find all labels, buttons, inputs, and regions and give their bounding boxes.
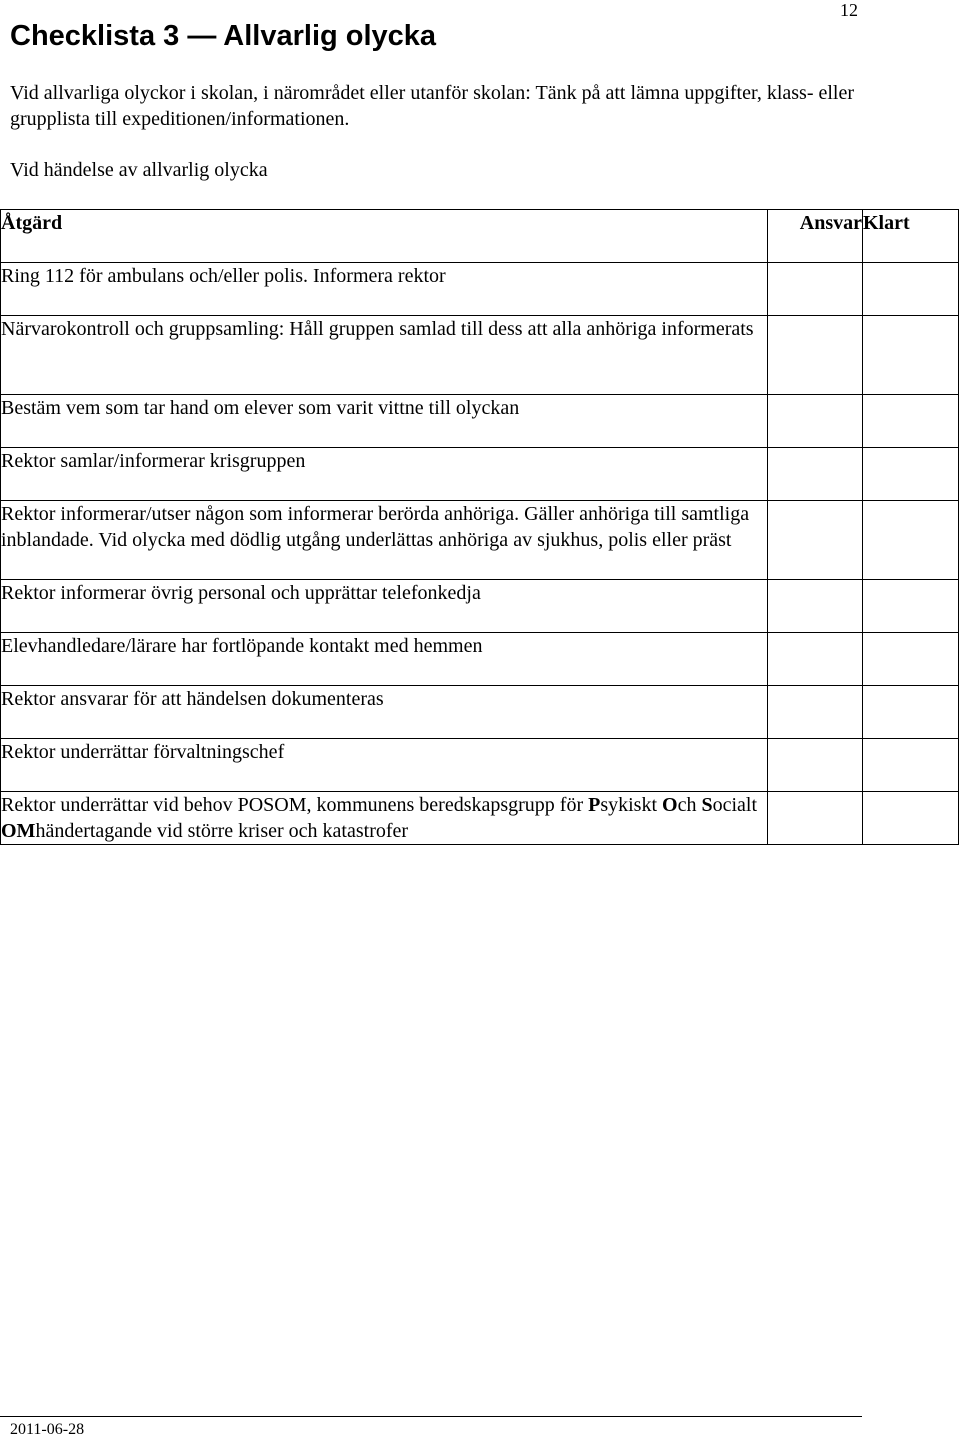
action-cell: Elevhandledare/lärare har fortlöpande kontakt med hemmen: [1, 633, 768, 686]
table-row: [1, 395, 959, 448]
header-done: Klart: [863, 210, 959, 263]
footer-divider: [0, 1416, 862, 1417]
done-cell[interactable]: [863, 739, 959, 792]
table-row: [1, 580, 959, 633]
table-row: [1, 263, 959, 316]
done-cell[interactable]: [863, 448, 959, 501]
responsible-cell[interactable]: [768, 792, 863, 845]
action-cell: Rektor underrättar förvaltningschef: [1, 739, 768, 792]
responsible-cell[interactable]: [768, 316, 863, 395]
action-cell: Rektor ansvarar för att händelsen dokumenteras: [1, 686, 768, 739]
checklist-table: [0, 209, 959, 845]
responsible-cell[interactable]: [768, 263, 863, 316]
action-cell: Rektor samlar/informerar krisgruppen: [1, 448, 768, 501]
table-header-row: [1, 210, 959, 263]
action-cell: Rektor informerar/utser någon som informerar berörda anhöriga. Gäller anhöriga till samtliga inblandade. Vid olycka med dödlig utgång underlättas anhöriga av sjukhus, polis eller präst: [1, 501, 768, 580]
responsible-cell[interactable]: [768, 580, 863, 633]
table-row: [1, 633, 959, 686]
page-number: 12: [840, 0, 858, 20]
responsible-cell[interactable]: [768, 448, 863, 501]
intro-paragraph: Vid allvarliga olyckor i skolan, i närområdet eller utanför skolan: Tänk på att lämna uppgifter, klass- eller grupplista till expeditionen/informationen.: [10, 82, 855, 130]
table-row: [1, 501, 959, 580]
done-cell[interactable]: [863, 792, 959, 845]
page-title: Checklista 3 — Allvarlig olycka: [10, 20, 437, 52]
done-cell[interactable]: [863, 395, 959, 448]
table-row: [1, 686, 959, 739]
done-cell[interactable]: [863, 316, 959, 395]
table-row: [1, 316, 959, 395]
action-cell: Bestäm vem som tar hand om elever som varit vittne till olyckan: [1, 395, 768, 448]
done-cell[interactable]: [863, 263, 959, 316]
action-cell: Närvarokontroll och gruppsamling: Håll gruppen samlad till dess att alla anhöriga informerats: [1, 316, 768, 395]
done-cell[interactable]: [863, 501, 959, 580]
done-cell[interactable]: [863, 686, 959, 739]
responsible-cell[interactable]: [768, 739, 863, 792]
table-row: [1, 448, 959, 501]
header-action: Åtgärd: [1, 210, 768, 263]
action-cell: Rektor informerar övrig personal och upprättar telefonkedja: [1, 580, 768, 633]
header-responsible: Ansvar: [768, 210, 863, 263]
responsible-cell[interactable]: [768, 395, 863, 448]
responsible-cell[interactable]: [768, 686, 863, 739]
table-row: [1, 739, 959, 792]
action-cell: Ring 112 för ambulans och/eller polis. Informera rektor: [1, 263, 768, 316]
responsible-cell[interactable]: [768, 633, 863, 686]
table-row: [1, 792, 959, 845]
done-cell[interactable]: [863, 633, 959, 686]
footer-date: 2011-06-28: [10, 1421, 85, 1438]
action-cell: Rektor underrättar vid behov POSOM, kommunens beredskapsgrupp för Psykiskt Och Socialt OMhändertagande vid större kriser och katastrofer: [1, 792, 768, 845]
responsible-cell[interactable]: [768, 501, 863, 580]
section-heading: Vid händelse av allvarlig olycka: [10, 159, 268, 181]
done-cell[interactable]: [863, 580, 959, 633]
